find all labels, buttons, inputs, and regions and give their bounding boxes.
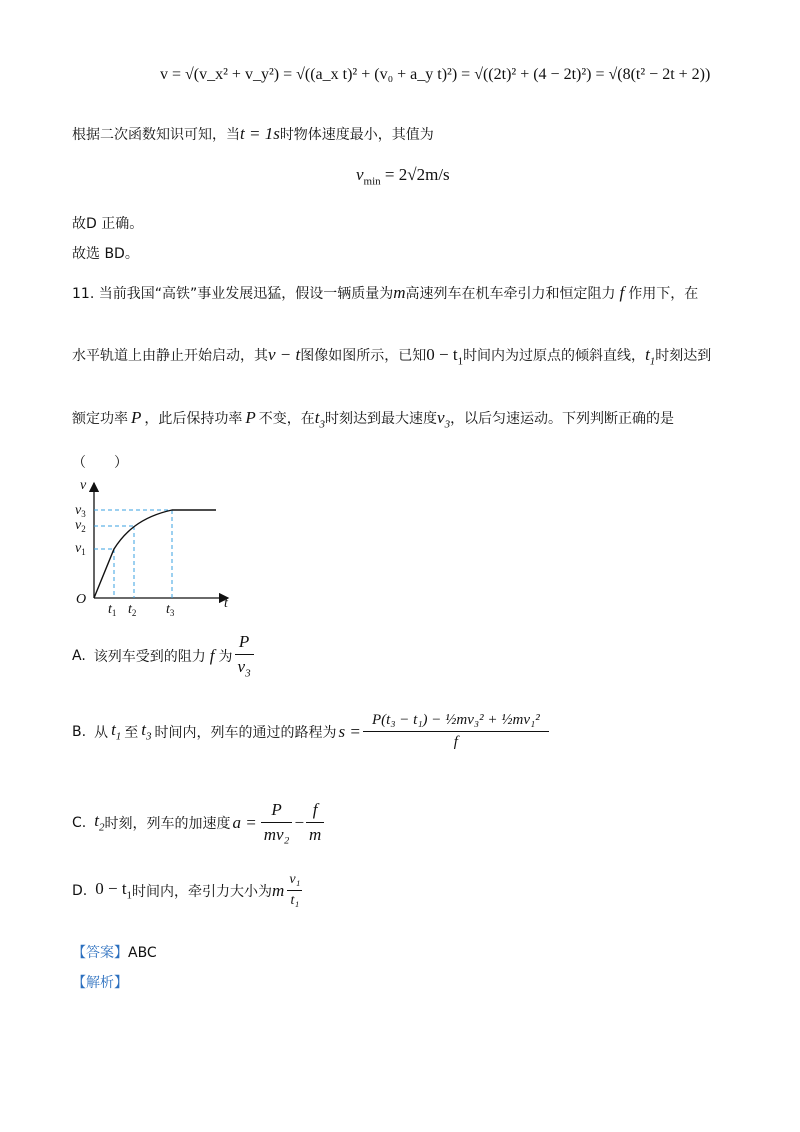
quadratic-line bbox=[72, 124, 434, 144]
y-axis-label: v bbox=[80, 478, 87, 493]
option-c-text1: 时刻，列车的加速度 bbox=[104, 815, 231, 832]
q11-l2-c: 时间内为过原点的倾斜直线， bbox=[463, 348, 646, 364]
q11-l1-m: m bbox=[393, 283, 406, 302]
q11-l2-t1-base: t bbox=[645, 345, 650, 364]
q11-l2-t1-sub: 1 bbox=[649, 355, 656, 368]
vmin-sub: min bbox=[363, 175, 381, 188]
option-b-text1: 从 bbox=[94, 724, 109, 741]
option-a-num: P bbox=[238, 632, 250, 651]
option-a-fraction bbox=[235, 632, 254, 679]
option-a-den bbox=[235, 654, 254, 679]
tick-v3-base: v bbox=[75, 503, 82, 518]
tick-t1-base: t bbox=[108, 602, 112, 617]
answer-line bbox=[72, 942, 157, 962]
option-d-label: D. bbox=[72, 882, 88, 899]
tick-v2-sub: 2 bbox=[81, 524, 86, 534]
option-b-s: s = bbox=[338, 721, 361, 741]
option-b-fraction bbox=[363, 712, 549, 751]
x-axis-label: t bbox=[224, 596, 228, 611]
tick-t1-sub: 1 bbox=[111, 608, 117, 618]
option-b-t1-base: t bbox=[111, 720, 116, 740]
option-d-range-sub: 1 bbox=[126, 889, 133, 902]
option-a-text1: 该列车受到的阻力 bbox=[93, 648, 206, 665]
q11-l3-d: 时刻达到最大速度 bbox=[325, 411, 438, 427]
option-b-t3-sub: 3 bbox=[146, 730, 152, 743]
option-b-t3 bbox=[141, 720, 151, 742]
option-c-label: C. bbox=[72, 814, 87, 831]
tick-v3 bbox=[75, 503, 86, 519]
tick-t1 bbox=[108, 602, 116, 618]
option-b-den: f bbox=[363, 731, 549, 751]
q11-l2-d: 时刻达到 bbox=[655, 348, 712, 364]
option-b-text3: 时间内，列车的通过的路程为 bbox=[154, 724, 337, 741]
tick-t3-sub: 3 bbox=[169, 608, 175, 618]
option-b-t1-sub: 1 bbox=[115, 730, 122, 743]
tick-t2-sub: 2 bbox=[131, 608, 137, 618]
q11-l3-c: 不变，在 bbox=[258, 411, 315, 427]
tick-v1 bbox=[75, 541, 86, 557]
q11-l3-t3-base: t bbox=[314, 408, 320, 427]
option-d-fraction bbox=[286, 872, 303, 909]
origin-label: O bbox=[76, 592, 87, 607]
q11-l3-t3 bbox=[314, 408, 326, 431]
speed-formula: v = √(v_x² + v_y²) = √((a_x t)² + (v₀ + a_y t)²) = √((2t)² + (4 − 2t)²) = √(8(t² − 2t + 2)) bbox=[160, 66, 711, 83]
d-correct-line: 故D 正确。 bbox=[72, 216, 144, 232]
q11-l3-P2: P bbox=[245, 408, 256, 427]
q11-line-1 bbox=[72, 283, 698, 303]
option-c-frac1-num: P bbox=[271, 800, 282, 819]
option-a-label: A. bbox=[72, 647, 86, 664]
q11-l3-v3-base: v bbox=[437, 408, 445, 427]
q11-l1-f: f bbox=[619, 283, 625, 302]
q11-l2-a: 水平轨道上由静止开始启动，其 bbox=[72, 348, 268, 364]
option-a-den-sub: 3 bbox=[245, 667, 251, 680]
vmin-rhs: = 2√2m/s bbox=[384, 165, 450, 184]
answer-tag: 【答案】 bbox=[72, 945, 128, 961]
q11-l2-t1 bbox=[645, 345, 656, 368]
q11-l1-b: 高速列车在机车牵引力和恒定阻力 bbox=[405, 286, 616, 302]
tick-v1-base: v bbox=[75, 541, 82, 556]
option-a-den-base: v bbox=[237, 657, 246, 676]
option-d-num: v₁ bbox=[289, 872, 301, 887]
q11-l3-P: P bbox=[131, 408, 142, 427]
option-c-frac2-num: f bbox=[312, 800, 318, 819]
q11-l3-v3-sub: 3 bbox=[444, 418, 451, 431]
option-d-range bbox=[95, 879, 132, 901]
option-d-den: t₁ bbox=[287, 890, 302, 909]
option-d-text1: 时间内，牵引力大小为 bbox=[132, 883, 273, 900]
option-a-f: f bbox=[209, 645, 215, 665]
option-c-t2 bbox=[94, 811, 104, 833]
q11-l3-v3 bbox=[437, 408, 451, 431]
q11-l2-range-base: 0 − t bbox=[426, 345, 458, 364]
q11-l1-c: 作用下，在 bbox=[628, 286, 699, 302]
q11-l2-range bbox=[426, 345, 464, 368]
option-d bbox=[72, 872, 305, 909]
q11-paren: （ ） bbox=[72, 455, 128, 471]
option-b-t3-base: t bbox=[141, 720, 147, 740]
option-b-num: P(t₃ − t₁) − ½mv₃² + ½mv₁² bbox=[372, 712, 540, 728]
q11-l2-range-sub: 1 bbox=[457, 355, 464, 368]
option-c-minus: − bbox=[294, 812, 305, 832]
tick-v3-sub: 3 bbox=[81, 509, 86, 519]
tick-v1-sub: 1 bbox=[81, 547, 86, 557]
tick-v2 bbox=[75, 518, 86, 534]
q11-l1-a: 11. 当前我国“高铁”事业发展迅猛，假设一辆质量为 bbox=[72, 286, 394, 302]
vmin-lhs: v bbox=[356, 165, 364, 184]
guide-lines bbox=[94, 510, 172, 598]
tick-t2 bbox=[128, 602, 136, 618]
tick-v2-base: v bbox=[75, 518, 82, 533]
option-c bbox=[72, 800, 326, 845]
option-d-range-base: 0 − t bbox=[95, 879, 127, 899]
q11-l2-vt: v − t bbox=[268, 345, 301, 364]
tick-t3-base: t bbox=[166, 602, 170, 617]
option-b-text2: 至 bbox=[124, 724, 139, 741]
q11-line-2 bbox=[72, 345, 711, 367]
option-c-a: a = bbox=[232, 812, 257, 832]
option-b-label: B. bbox=[72, 723, 87, 740]
vt-curve bbox=[94, 510, 216, 598]
q11-line-3 bbox=[72, 408, 674, 430]
option-c-frac2 bbox=[306, 800, 324, 845]
q11-l2-b: 图像如图所示，已知 bbox=[300, 348, 427, 364]
option-a bbox=[72, 632, 256, 679]
option-c-frac1-den: mv₂ bbox=[261, 822, 293, 845]
option-c-t2-sub: 2 bbox=[98, 821, 105, 834]
option-c-frac1 bbox=[261, 800, 293, 845]
q11-l3-t3-sub: 3 bbox=[319, 418, 326, 431]
q11-l3-b: ，此后保持功率 bbox=[144, 411, 243, 427]
vmin-formula bbox=[356, 165, 450, 187]
option-c-frac2-den: m bbox=[306, 822, 324, 845]
analysis-tag: 【解析】 bbox=[72, 975, 128, 991]
q11-l3-a: 额定功率 bbox=[72, 411, 128, 427]
option-b-t1 bbox=[111, 720, 121, 742]
q11-l3-e: ，以后匀速运动。下列判断正确的是 bbox=[450, 411, 675, 427]
quadratic-suffix: 时物体速度最小，其值为 bbox=[279, 127, 434, 143]
quadratic-prefix: 根据二次函数知识可知，当 bbox=[72, 127, 240, 143]
choose-line: 故选 BD。 bbox=[72, 246, 139, 262]
option-b bbox=[72, 712, 551, 751]
vt-graph bbox=[70, 475, 240, 620]
tick-t2-base: t bbox=[128, 602, 132, 617]
tick-t3 bbox=[166, 602, 175, 618]
answer-value: ABC bbox=[128, 945, 157, 961]
quadratic-condition: t = 1s bbox=[240, 124, 280, 143]
option-c-t2-base: t bbox=[94, 811, 99, 831]
option-a-text2: 为 bbox=[218, 648, 233, 665]
option-d-m: m bbox=[272, 880, 285, 900]
